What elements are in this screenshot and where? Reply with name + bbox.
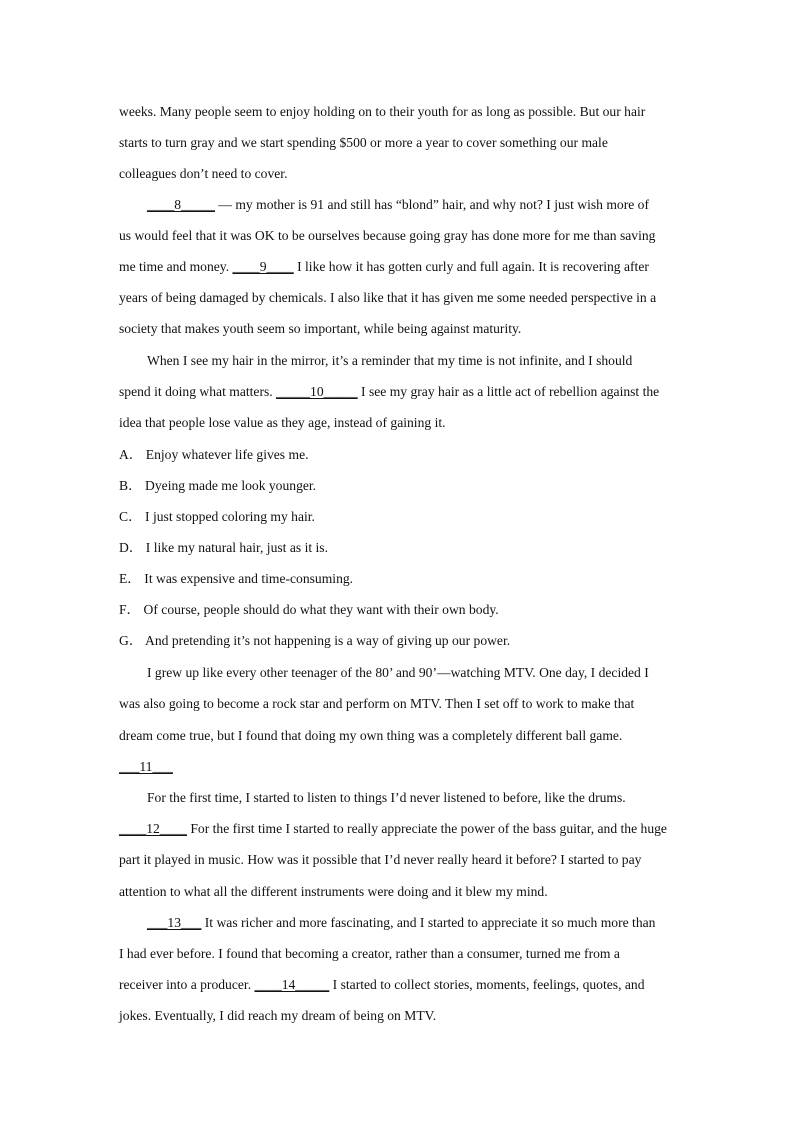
- text-line: us would feel that it was OK to be ourselves because going gray has done more for me than saving: [119, 228, 656, 243]
- text-line: years of being damaged by chemicals. I also like that it has given me some needed perspective in a: [119, 290, 657, 305]
- text-line: [119, 258, 679, 276]
- text-line: For the first time, I started to listen to things I’d never listened to before, like the drums.: [147, 790, 626, 805]
- text-line: weeks. Many people seem to enjoy holding on to their youth for as long as possible. But our hair: [119, 104, 646, 119]
- text-line: starts to turn gray and we start spending $500 or more a year to cover something our male: [119, 135, 608, 150]
- option-b: B． Dyeing made me look younger.: [119, 478, 317, 493]
- blank-12: ____12____: [119, 821, 187, 836]
- line-text: I see my gray hair as a little act of rebellion against the: [357, 384, 660, 399]
- option-d: D． I like my natural hair, just as it is.: [119, 540, 328, 555]
- text-line: When I see my hair in the mirror, it’s a reminder that my time is not infinite, and I should: [147, 353, 633, 368]
- line-text: For the first time I started to really appreciate the power of the bass guitar, and the huge: [186, 821, 667, 836]
- text-line: society that makes youth seem so important, while being against maturity.: [119, 321, 522, 336]
- blank-10: _____10_____: [276, 384, 358, 399]
- text-line: I had ever before. I found that becoming a creator, rather than a consumer, turned me from a: [119, 946, 620, 961]
- option-a: A． Enjoy whatever life gives me.: [119, 447, 309, 462]
- text-line: [119, 758, 679, 776]
- line-text: I started to collect stories, moments, feelings, quotes, and: [329, 977, 645, 992]
- blank-8: ____8_____: [147, 197, 215, 212]
- text-line: [119, 976, 679, 994]
- text-line: [119, 820, 679, 838]
- blank-14: ____14_____: [254, 977, 330, 992]
- text-line: idea that people lose value as they age, instead of gaining it.: [119, 415, 446, 430]
- text-line: jokes. Eventually, I did reach my dream of being on MTV.: [119, 1008, 437, 1023]
- option-e: E． It was expensive and time-consuming.: [119, 571, 354, 586]
- option-f: F． Of course, people should do what they want with their own body.: [119, 602, 499, 617]
- line-text: — my mother is 91 and still has “blond” hair, and why not? I just wish more of: [214, 197, 649, 212]
- option-c: C． I just stopped coloring my hair.: [119, 509, 315, 524]
- line-text: It was richer and more fascinating, and I started to appreciate it so much more than: [201, 915, 656, 930]
- line-text: me time and money.: [119, 259, 233, 274]
- text-line: I grew up like every other teenager of the 80’ and 90’—watching MTV. One day, I decided I: [147, 665, 649, 680]
- blank-9: ____9____: [232, 259, 294, 274]
- text-line: was also going to become a rock star and perform on MTV. Then I set off to work to make that: [119, 696, 635, 711]
- line-text: receiver into a producer.: [119, 977, 255, 992]
- text-line: [147, 914, 679, 932]
- blank-11: ___11___: [119, 759, 173, 774]
- text-line: [119, 383, 679, 401]
- text-line: part it played in music. How was it possible that I’d never really heard it before? I started to pay: [119, 852, 642, 867]
- text-line: attention to what all the different instruments were doing and it blew my mind.: [119, 884, 548, 899]
- line-text: I like how it has gotten curly and full again. It is recovering after: [293, 259, 649, 274]
- text-line: colleagues don’t need to cover.: [119, 166, 288, 181]
- blank-13: ___13___: [147, 915, 202, 930]
- line-text: spend it doing what matters.: [119, 384, 277, 399]
- text-line: dream come true, but I found that doing my own thing was a completely different ball game.: [119, 728, 623, 743]
- option-g: G． And pretending it’s not happening is a way of giving up our power.: [119, 633, 511, 648]
- text-line: [147, 196, 679, 214]
